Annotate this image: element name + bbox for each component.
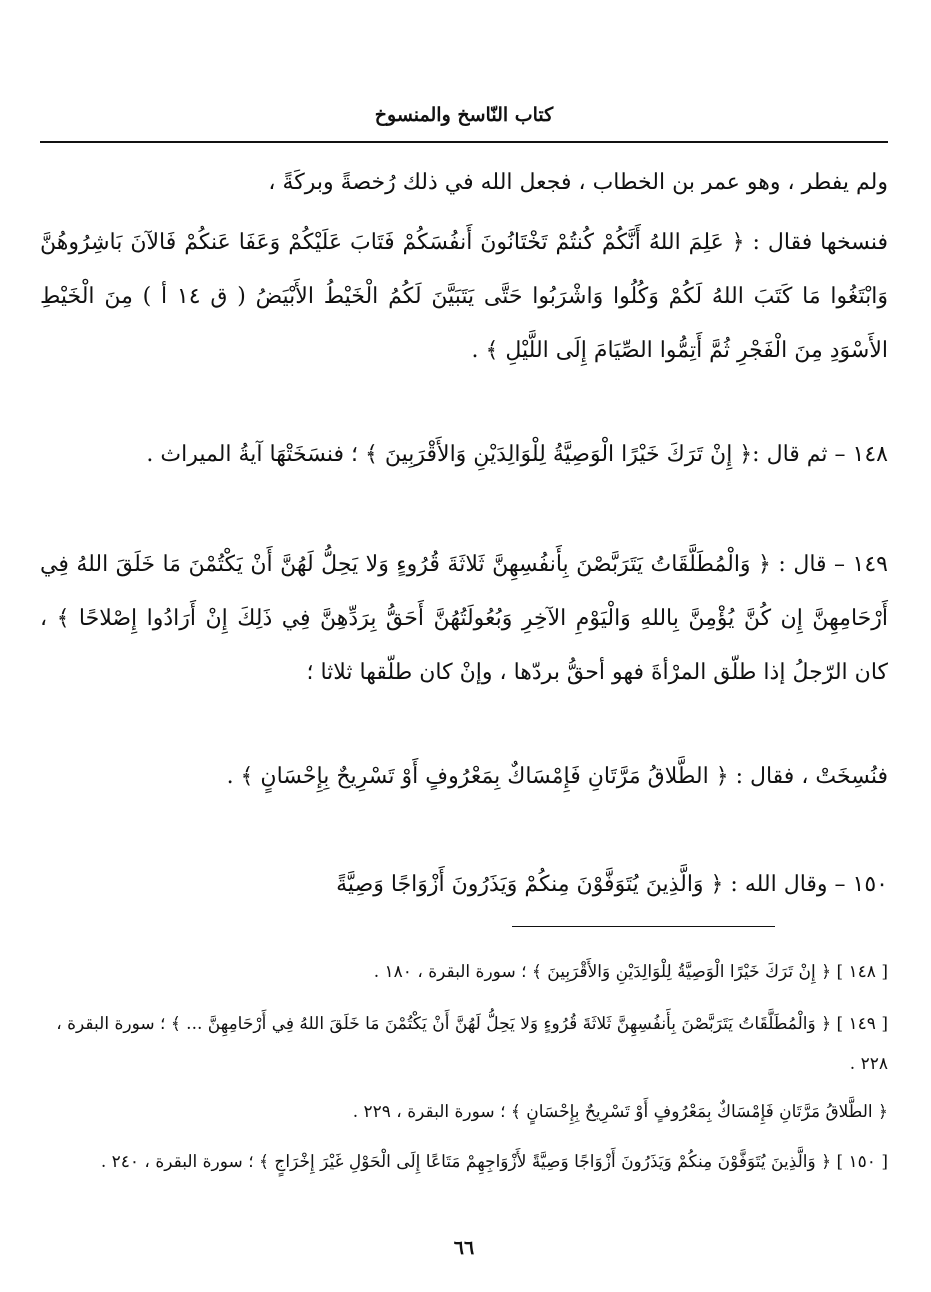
footnote-148: [ ١٤٨ ] ﴿ إِنْ تَرَكَ خَيْرًا الْوَصِيَّةُ لِلْوَالِدَيْنِ وَالأَقْرَبِينَ ﴾ ؛ سورة البقرة ، ١٨٠ . <box>373 962 888 982</box>
footnote-149-continued: ﴿ الطَّلاقُ مَرَّتَانِ فَإِمْسَاكٌ بِمَعْرُوفٍ أَوْ تَسْرِيحٌ بِإِحْسَانٍ ﴾ ؛ سورة البقرة ، ٢٢٩ . <box>352 1102 888 1122</box>
paragraph-2: فنسخها فقال : ﴿ عَلِمَ اللهُ أَنَّكُمْ كُنتُمْ تَخْتَانُونَ أَنفُسَكُمْ فَتَابَ عَلَيْكُمْ وَعَفَا عَنكُمْ فَالآنَ بَاشِرُوهُنَّ وَابْتَغُوا مَا كَتَبَ اللهُ لَكُمْ وَكُلُوا وَاشْرَبُوا حَتَّى يَتَبَيَّنَ لَكُمُ الْخَيْطُ الأَبْيَضُ ( ق ١٤ أ ) مِنَ الْخَيْطِ الأَسْوَدِ مِنَ الْفَجْرِ ثُمَّ أَتِمُّوا الصِّيَامَ إِلَى اللَّيْلِ ﴾ . <box>40 230 888 363</box>
footnote-150: [ ١٥٠ ] ﴿ وَالَّذِينَ يُتَوَفَّوْنَ مِنكُمْ وَيَذَرُونَ أَزْوَاجًا وَصِيَّةً لأَزْوَاجِهِمْ مَتَاعًا إِلَى الْحَوْلِ غَيْرَ إِخْرَاجٍ ﴾ ؛ سورة البقرة ، ٢٤٠ . <box>100 1152 888 1172</box>
paragraph-150: ١٥٠ – وقال الله : ﴿ وَالَّذِينَ يُتَوَفَّوْنَ مِنكُمْ وَيَذَرُونَ أَزْوَاجًا وَصِيَّةً <box>336 872 888 897</box>
paragraph-1: ولم يفطر ، وهو عمر بن الخطاب ، فجعل الله في ذلك رُخصةً وبركَةً ، <box>268 170 888 195</box>
header-rule <box>40 141 888 143</box>
footnote-rule <box>512 926 775 927</box>
paragraph-149-abrogation: فنُسِخَتْ ، فقال : ﴿ الطَّلاقُ مَرَّتَانِ فَإِمْسَاكٌ بِمَعْرُوفٍ أَوْ تَسْرِيحٌ بِإِحْسَانٍ ﴾ . <box>226 764 888 789</box>
paragraph-149: ١٤٩ – قال : ﴿ وَالْمُطَلَّقَاتُ يَتَرَبَّصْنَ بِأَنفُسِهِنَّ ثَلاثَةَ قُرُوءٍ وَلا يَحِلُّ لَهُنَّ أَنْ يَكْتُمْنَ مَا خَلَقَ اللهُ فِي أَرْحَامِهِنَّ إِن كُنَّ يُؤْمِنَّ بِاللهِ وَالْيَوْمِ الآخِرِ وَبُعُولَتُهُنَّ أَحَقُّ بِرَدِّهِنَّ فِي ذَلِكَ إِنْ أَرَادُوا إِصْلاحًا ﴾ ، كان الرّجلُ إذا طلّق المرْأةَ فهو أحقُّ بردّها ، وإنْ كان طلّقها ثلاثا ؛ <box>40 552 888 685</box>
footnote-149: [ ١٤٩ ] ﴿ وَالْمُطَلَّقَاتُ يَتَرَبَّصْنَ بِأَنفُسِهِنَّ ثَلاثَةَ قُرُوءٍ وَلا يَحِلُّ لَهُنَّ أَنْ يَكْتُمْنَ مَا خَلَقَ اللهُ فِي أَرْحَامِهِنَّ ... ﴾ ؛ سورة البقرة ، ٢٢٨ . <box>56 1014 888 1074</box>
page-number: ٦٦ <box>453 1237 475 1259</box>
running-header: كتاب النّاسخ والمنسوخ <box>374 104 554 126</box>
paragraph-148: ١٤٨ – ثم قال :﴿ إِنْ تَرَكَ خَيْرًا الْوَصِيَّةُ لِلْوَالِدَيْنِ وَالأَقْرَبِينَ ﴾ ؛ فنسَخَتْهَا آيةُ الميراث . <box>146 442 888 467</box>
